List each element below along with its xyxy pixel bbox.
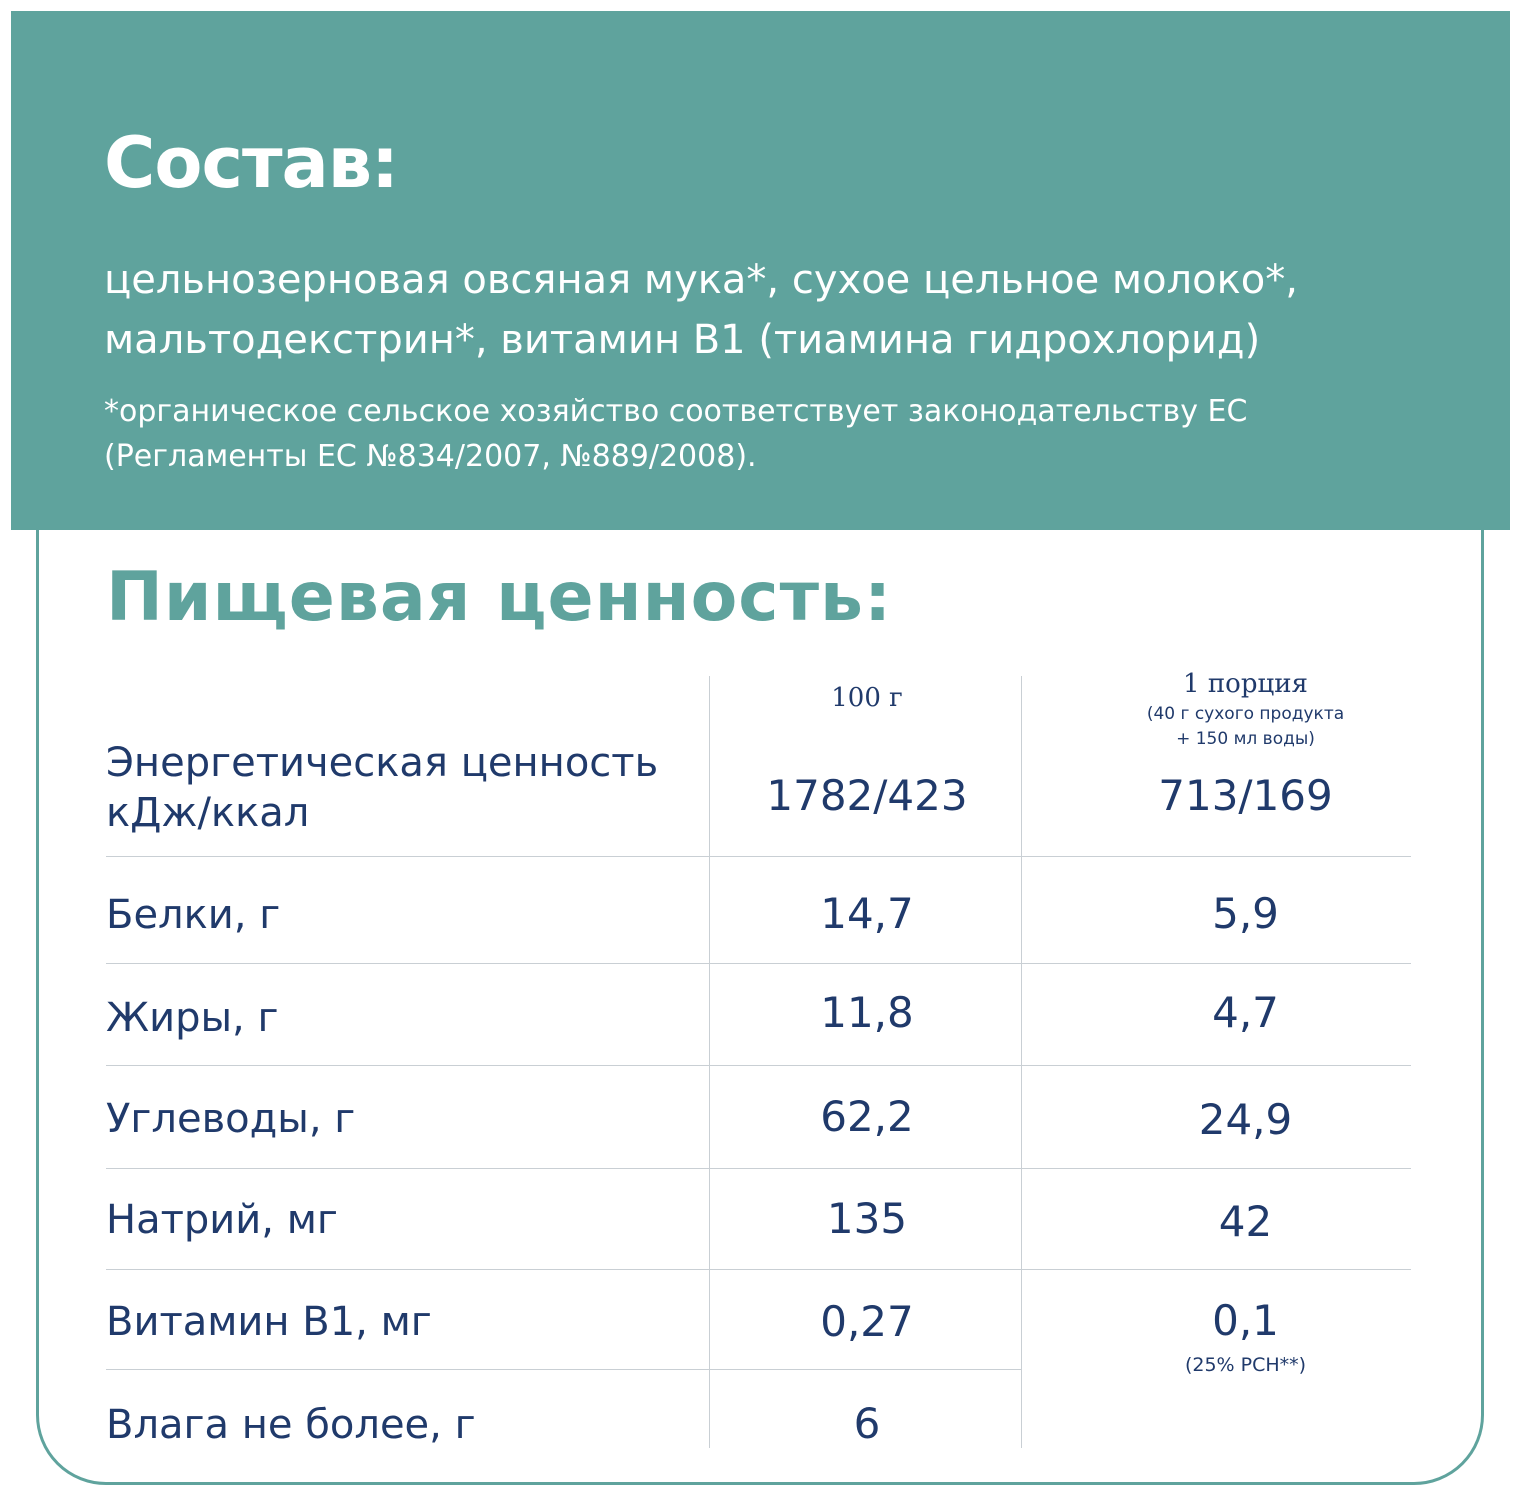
row-label-vitamin-b1: Витамин В1, мг	[106, 1299, 432, 1345]
value-fat-portion: 4,7	[1212, 988, 1279, 1037]
value-fat-100g: 11,8	[820, 988, 914, 1037]
row-label-fat: Жиры, г	[106, 995, 279, 1041]
row-label-protein: Белки, г	[106, 892, 281, 938]
value-vitamin-b1-100g: 0,27	[820, 1297, 914, 1346]
row-label-energy-line-1: Энергетическая ценность	[106, 740, 659, 786]
value-carbohydrates-100g: 62,2	[820, 1092, 914, 1141]
value-moisture-100g: 6	[853, 1399, 881, 1448]
value-carbohydrates-portion: 24,9	[1198, 1095, 1293, 1144]
row-divider	[106, 1065, 1411, 1066]
row-label-carbohydrates: Углеводы, г	[106, 1096, 356, 1142]
composition-footnote-line-1: *органическое сельское хозяйство соответствует законодательству ЕС	[104, 394, 1248, 429]
row-divider	[106, 963, 1411, 964]
column-header-portion: 1 порция	[1183, 669, 1308, 699]
value-vitamin-b1-portion: 0,1	[1212, 1296, 1279, 1345]
composition-title: Состав:	[104, 122, 399, 204]
row-divider	[106, 856, 1411, 857]
column-header-100g: 100 г	[831, 683, 903, 713]
row-label-energy-line-2: кДж/ккал	[106, 790, 310, 836]
value-vitamin-b1-portion-note: (25% РСН**)	[1184, 1354, 1307, 1376]
composition-ingredients-line-2: мальтодекстрин*, витамин В1 (тиамина гидрохлорид)	[104, 317, 1261, 363]
column-divider-1	[709, 676, 710, 1448]
composition-ingredients-line-1: цельнозерновая овсяная мука*, сухое цельное молоко*,	[104, 257, 1298, 303]
row-divider	[106, 1168, 1411, 1169]
row-divider	[106, 1369, 1022, 1370]
column-header-portion-note-1: (40 г сухого продукта	[1146, 704, 1345, 724]
row-label-moisture: Влага не более, г	[106, 1402, 476, 1448]
value-protein-portion: 5,9	[1212, 889, 1279, 938]
value-protein-100g: 14,7	[820, 889, 914, 938]
composition-footnote-line-2: (Регламенты ЕС №834/2007, №889/2008).	[104, 439, 757, 474]
column-header-portion-note-2: + 150 мл воды)	[1176, 729, 1315, 749]
value-sodium-portion: 42	[1218, 1197, 1273, 1246]
row-divider	[106, 1269, 1411, 1270]
row-label-sodium: Натрий, мг	[106, 1197, 338, 1243]
value-sodium-100g: 135	[826, 1194, 908, 1243]
value-energy-100g: 1782/423	[766, 771, 968, 820]
value-energy-portion: 713/169	[1158, 771, 1333, 820]
nutrition-title: Пищевая ценность:	[106, 558, 893, 637]
